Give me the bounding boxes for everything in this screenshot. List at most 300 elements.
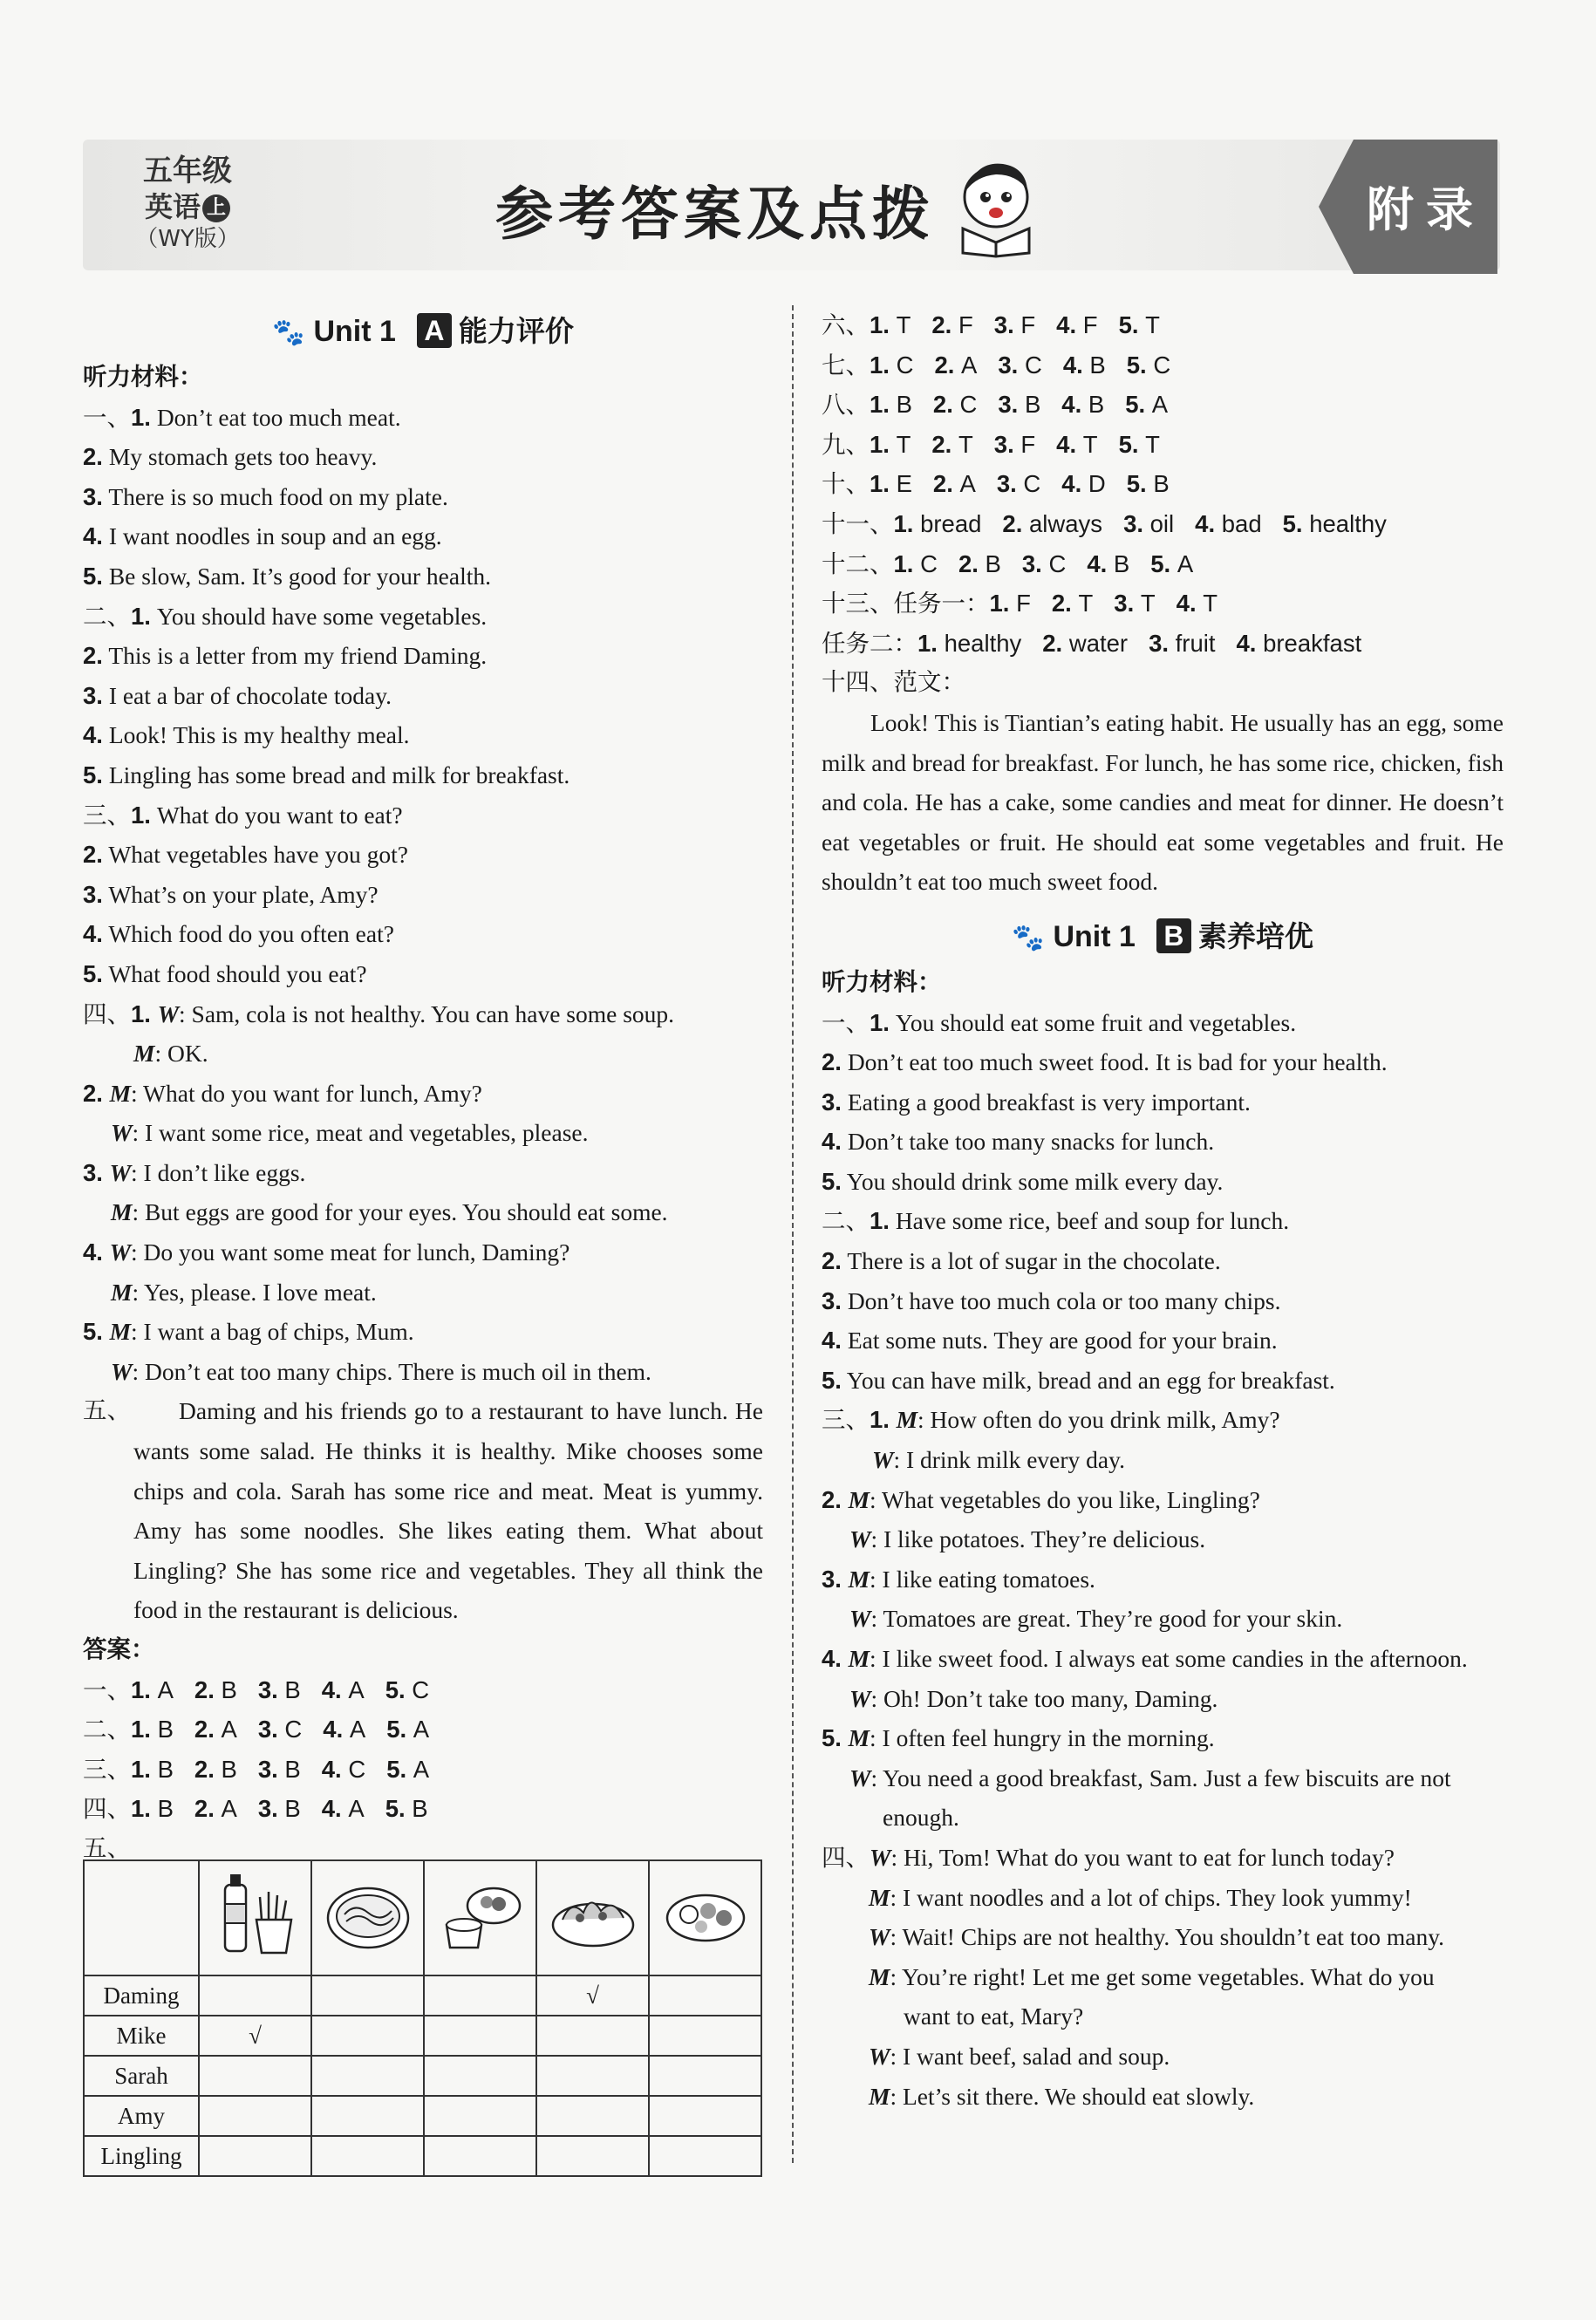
answer-value: C (348, 1755, 366, 1783)
item-number: 5. (1150, 549, 1177, 577)
table-row (84, 2096, 761, 2136)
item-number: 4. (1062, 351, 1090, 379)
answer-item (1042, 630, 1128, 657)
row-name: Sarah (84, 2056, 199, 2096)
answer-item (1114, 590, 1155, 617)
dialogue-line (822, 2077, 1504, 2117)
section-number: 四、 (83, 1000, 131, 1028)
table-cell (536, 2056, 649, 2096)
item-number: 2. (1002, 509, 1029, 537)
listening-line (83, 636, 763, 676)
answer-value: B (157, 1716, 174, 1743)
line-text: : I like eating tomatoes. (870, 1565, 1095, 1593)
table-corner (84, 1860, 199, 1975)
answer-value: C (920, 549, 938, 577)
item-number: 1. (893, 549, 921, 577)
answer-item (994, 431, 1035, 458)
unit-badge: A (417, 313, 452, 348)
item-number: 4. (321, 1795, 349, 1823)
unit-1b-heading (822, 911, 1504, 963)
answer-item (990, 590, 1031, 617)
answer-value: bad (1221, 509, 1262, 537)
answer-value: A (221, 1716, 237, 1743)
rice-meat-icon (424, 1860, 536, 1975)
answer-value: C (284, 1716, 303, 1743)
item-number: 3. (996, 470, 1024, 498)
dialogue-line (822, 1917, 1504, 1957)
table-cell (311, 2056, 424, 2096)
dialogue-line (83, 1352, 763, 1392)
item-number: 1. (131, 1795, 158, 1823)
answer-value: B (221, 1755, 237, 1783)
table-cell (311, 2096, 424, 2136)
listening-line (822, 1122, 1504, 1162)
answer-line (83, 1789, 763, 1829)
item-number: 5. (1125, 391, 1152, 419)
line-text: : I want a bag of chips, Mum. (131, 1318, 414, 1346)
answer-value: A (959, 470, 976, 498)
item-number: 2. (194, 1675, 222, 1703)
answer-value: A (349, 1716, 366, 1743)
table-row (84, 1975, 761, 2016)
answer-item (1063, 351, 1106, 379)
listening-line (822, 1003, 1504, 1043)
speaker: W (872, 1446, 894, 1474)
item-number: 2. (931, 311, 958, 338)
line-text: : Sam, cola is not healthy. You can have some soup. (179, 1000, 675, 1027)
section-number: 二、 (83, 602, 131, 631)
column-divider (792, 305, 794, 2163)
line-text: Which food do you often eat? (102, 920, 394, 948)
speaker: M (111, 1278, 133, 1306)
item-number: 1. (870, 391, 897, 419)
dialogue-lines (822, 1400, 1504, 1838)
item-number: 2. (83, 642, 103, 670)
item-number: 3. (822, 1286, 842, 1314)
section-number: 三、 (822, 1406, 870, 1435)
answer-item (1125, 391, 1168, 418)
item-number: 2. (822, 1485, 849, 1513)
cola-chips-icon (199, 1860, 311, 1975)
answer-line (822, 345, 1504, 386)
item-number: 3. (83, 880, 103, 908)
dialogue-line (822, 1639, 1504, 1679)
item-number: 1. (870, 430, 897, 458)
item-number: 5. (83, 562, 103, 590)
answer-value: F (1016, 590, 1031, 618)
item-number: 3. (822, 1565, 849, 1593)
item-number: 5. (1126, 351, 1154, 379)
essay-label: 十四、范文： (822, 668, 965, 697)
speaker: M (848, 1485, 870, 1513)
answer-value: B (1088, 391, 1105, 419)
line-text: My stomach gets too heavy. (102, 443, 378, 471)
right-column (822, 305, 1504, 2116)
answer-value: T (896, 430, 911, 458)
dialogue-line (822, 1599, 1504, 1639)
item-number: 1. (917, 629, 945, 657)
answer-value: C (1023, 470, 1041, 498)
section-number: 三、 (83, 1755, 131, 1784)
answer-item (998, 391, 1040, 418)
table-cell (649, 2136, 761, 2176)
listening-line (83, 556, 763, 597)
answer-value: breakfast (1263, 629, 1362, 657)
answer-value: D (1088, 470, 1106, 498)
item-number: 4. (321, 1755, 349, 1783)
listening-line (83, 755, 763, 795)
listening-line (822, 1162, 1504, 1202)
item-number: 2. (83, 443, 103, 471)
item-number: 3. (257, 1755, 285, 1783)
paw-icon: 🐾 (1012, 923, 1045, 952)
listening-line (822, 1281, 1504, 1321)
answer-item (1052, 590, 1093, 617)
answer-value: E (896, 470, 912, 498)
speaker: W (870, 1843, 891, 1871)
dialogue-line (822, 1718, 1504, 1758)
answer-item (1061, 470, 1105, 497)
line-text: Eat some nuts. They are good for your brain. (841, 1327, 1278, 1354)
line-text: want to eat, Mary? (904, 2003, 1084, 2030)
section-number: 十二、 (822, 549, 894, 578)
speaker: W (111, 1357, 133, 1385)
answer-value: A (157, 1675, 174, 1703)
item-number: 4. (83, 1238, 110, 1266)
line-text: What’s on your plate, Amy? (102, 880, 379, 908)
listening-line (83, 715, 763, 755)
answer-value: B (284, 1795, 301, 1823)
answer-item (385, 1676, 429, 1703)
line-text: I eat a bar of chocolate today. (102, 681, 392, 709)
line-text: : Oh! Don’t take too many, Daming. (870, 1684, 1218, 1712)
speaker: W (109, 1238, 132, 1266)
item-number: 4. (1087, 549, 1114, 577)
item-number: 3. (998, 391, 1025, 419)
answer-line (822, 583, 1504, 624)
answer-value: B (1113, 549, 1130, 577)
speaker: M (133, 1040, 155, 1068)
item-number: 5. (1118, 430, 1146, 458)
answer-line (83, 1709, 763, 1750)
answer-line (822, 464, 1504, 504)
dialogue-line (83, 1153, 763, 1193)
item-number: 1. (870, 1406, 897, 1434)
listening-label: 听力材料： (83, 363, 203, 391)
answer-item (1002, 510, 1102, 537)
speaker: W (869, 2042, 890, 2070)
speaker: M (869, 1962, 890, 1990)
line-text: There is a lot of sugar in the chocolate. (841, 1247, 1221, 1275)
answer-value: F (1020, 311, 1036, 338)
dialogue-line (83, 1113, 763, 1153)
answer-item (1056, 311, 1097, 338)
item-number: 4. (83, 721, 103, 749)
line-text: : OK. (154, 1040, 208, 1068)
item-number: 4. (1056, 430, 1083, 458)
line-text: : Hi, Tom! What do you want to eat for lunch today? (890, 1843, 1395, 1871)
answer-item (1127, 351, 1170, 379)
item-number: 5. (822, 1167, 842, 1195)
item-number: 3. (1114, 590, 1141, 618)
answer-lines-right (822, 305, 1504, 663)
table-cell (311, 2136, 424, 2176)
section-number: 四、 (822, 1843, 870, 1872)
edition: （WY版） (135, 226, 240, 252)
answer-value: F (1082, 311, 1098, 338)
answer-value: B (412, 1795, 428, 1823)
item-number: 4. (1061, 391, 1088, 419)
line-text: You should have some vegetables. (150, 602, 488, 630)
line-text: : I want beef, salad and soup. (890, 2042, 1170, 2070)
answer-item (870, 470, 912, 497)
answer-item (258, 1716, 302, 1743)
item-number: 4. (1056, 311, 1083, 338)
answer-item (258, 1795, 301, 1822)
answer-item (1119, 431, 1160, 458)
item-number: 3. (1021, 549, 1049, 577)
answer-line (822, 624, 1504, 664)
answer-item (258, 1676, 301, 1703)
listening-line (822, 1082, 1504, 1122)
line-text: : Do you want some meat for lunch, Daming? (131, 1238, 570, 1266)
answer-item (131, 1756, 174, 1783)
answer-value: B (896, 391, 912, 419)
line-text: : You need a good breakfast, Sam. Just a few biscuits are not (870, 1764, 1451, 1791)
dialogue-line: enough. (883, 1804, 959, 1832)
dialogue-line (822, 1480, 1504, 1520)
listening-line (83, 516, 763, 556)
item-number: 1. (131, 403, 151, 431)
food-choice-table (83, 1859, 762, 2177)
line-text: : How often do you drink milk, Amy? (917, 1406, 1280, 1434)
section-number: 三、 (83, 801, 131, 829)
line-text: Don’t eat too much meat. (150, 403, 401, 431)
answer-item (194, 1756, 237, 1783)
speaker: W (157, 1000, 180, 1027)
answers-label: 答案： (83, 1635, 155, 1663)
table-cell (199, 2096, 311, 2136)
item-number: 2. (822, 1048, 842, 1076)
speaker: M (869, 1883, 890, 1911)
table-header-row (84, 1860, 761, 1975)
listening-line (83, 914, 763, 954)
answer-item (386, 1756, 429, 1783)
item-number: 5. (822, 1724, 849, 1752)
item-number: 4. (1176, 590, 1204, 618)
speaker: M (869, 2082, 890, 2110)
answer-value: C (1024, 351, 1042, 379)
section-number: 任务二： (822, 629, 917, 658)
line-text: : I want some rice, meat and vegetables, please. (132, 1119, 589, 1147)
line-text: : I don’t like eggs. (131, 1158, 306, 1186)
row-name: Daming (84, 1975, 199, 2016)
table-cell (536, 2016, 649, 2056)
item-number: 3. (83, 1158, 110, 1186)
answer-value: A (413, 1716, 430, 1743)
answer-value: water (1068, 629, 1129, 657)
answer-item (194, 1716, 237, 1743)
section-number: 一、 (822, 1008, 870, 1037)
answer-value: A (348, 1795, 365, 1823)
answer-value: oil (1149, 509, 1175, 537)
table-cell (649, 2016, 761, 2056)
line-text: What food should you eat? (102, 959, 367, 987)
dialogue-line (83, 1074, 763, 1114)
item-number: 1. (893, 509, 921, 537)
item-number: 2. (194, 1755, 222, 1783)
table-row (84, 2016, 761, 2056)
answer-line (83, 1750, 763, 1790)
line-text: Don’t take too many snacks for lunch. (841, 1128, 1215, 1156)
item-number: 5. (1282, 509, 1310, 537)
item-number: 2. (931, 430, 958, 458)
line-text: You should drink some milk every day. (841, 1167, 1224, 1195)
speaker: W (849, 1684, 871, 1712)
item-number: 3. (257, 1795, 285, 1823)
item-number: 4. (321, 1675, 349, 1703)
line-text: : What do you want for lunch, Amy? (131, 1079, 482, 1107)
line-text: This is a letter from my friend Daming. (102, 642, 488, 670)
section4-dialogue (822, 1838, 1504, 2116)
item-number: 5. (83, 959, 103, 987)
line-text: Have some rice, beef and soup for lunch. (889, 1207, 1290, 1235)
unit-badge: B (1156, 918, 1191, 953)
listening-line (822, 1201, 1504, 1241)
line-text: : I want noodles and a lot of chips. They look yummy! (890, 1883, 1412, 1911)
speaker: W (849, 1605, 871, 1633)
mascot-reading-icon (942, 155, 1055, 258)
listening-label: 听力材料： (822, 967, 942, 996)
listening-line (83, 398, 763, 438)
line-text: What vegetables have you got? (102, 841, 408, 869)
answer-item (997, 470, 1040, 497)
table-cell (199, 1975, 311, 2016)
table-cell (649, 1975, 761, 2016)
answer-item (870, 351, 913, 379)
answer-item (385, 1795, 428, 1822)
answer-item (958, 550, 1001, 577)
answer-item (1237, 630, 1362, 657)
listening-line (83, 835, 763, 875)
item-number: 3. (993, 430, 1021, 458)
item-number: 1. (870, 311, 897, 338)
line-text: : Let’s sit there. We should eat slowly. (890, 2082, 1255, 2110)
line-text: : Wait! Chips are not healthy. You shouldn’t eat too many. (890, 1923, 1445, 1951)
listening-line (83, 477, 763, 517)
dialogue-line (822, 2037, 1504, 2077)
table-cell (311, 2016, 424, 2056)
dialogue-lines (83, 994, 763, 1392)
item-number: 3. (993, 311, 1021, 338)
section-number: 六、 (822, 311, 870, 339)
item-number: 3. (257, 1675, 285, 1703)
line-text: : What vegetables do you like, Lingling? (870, 1485, 1260, 1513)
item-number: 3. (822, 1088, 842, 1116)
answer-line (822, 504, 1504, 544)
row-name: Amy (84, 2096, 199, 2136)
listening-line (83, 597, 763, 637)
item-number: 3. (1149, 629, 1176, 657)
listening-line (83, 676, 763, 716)
table-cell (311, 1975, 424, 2016)
dialogue-line (83, 994, 763, 1034)
answer-value: B (1024, 391, 1041, 419)
item-number: 4. (83, 522, 103, 550)
answer-line (822, 544, 1504, 584)
item-number: 3. (1123, 509, 1150, 537)
speaker: W (109, 1158, 132, 1186)
answer-item (934, 351, 977, 379)
unit-title: Unit 1 (313, 315, 396, 348)
dialogue-line (822, 1400, 1504, 1440)
answer-item (994, 311, 1035, 338)
dialogue-line (822, 1758, 1504, 1798)
item-number: 4. (1195, 509, 1222, 537)
answer-item (1283, 510, 1387, 537)
unit-1a-heading (83, 305, 763, 358)
section5 (83, 1391, 763, 1630)
answer-value: A (1177, 549, 1194, 577)
line-text: Be slow, Sam. It’s good for your health. (102, 562, 491, 590)
speaker: M (109, 1318, 132, 1346)
answer-line (83, 1670, 763, 1710)
item-number: 2. (958, 549, 986, 577)
item-number: 1. (131, 1755, 158, 1783)
dialogue-line (822, 1878, 1504, 1918)
answer-value: B (157, 1755, 174, 1783)
answer-item (870, 431, 911, 458)
answer-item (1127, 470, 1170, 497)
dialogue-line (83, 1312, 763, 1352)
item-number: 1. (870, 470, 897, 498)
row-name: Mike (84, 2016, 199, 2056)
answer-value: healthy (1309, 509, 1387, 537)
essay-text: Look! This is Tiantian’s eating habit. He usually has an egg, some milk and bread for breakfast. For lunch, he has some rice, chicken, fish and cola. He has a cake, some candies and meat for dinner. He doesn’t eat vegetables or fruit. He should eat some vegetables and fruit. He shouldn’t eat too much sweet food. (822, 708, 1504, 896)
table-cell (649, 2096, 761, 2136)
item-number: 1. (131, 1675, 158, 1703)
dialogue-line (83, 1192, 763, 1232)
row-name: Lingling (84, 2136, 199, 2176)
item-number: 3. (83, 482, 103, 510)
answer-value: B (284, 1755, 301, 1783)
line-text: : Don’t eat too many chips. There is much oil in them. (132, 1357, 651, 1385)
item-number: 2. (194, 1716, 222, 1743)
table-cell: √ (199, 2016, 311, 2056)
answer-item (1119, 311, 1160, 338)
item-number: 1. (870, 1207, 890, 1235)
item-number: 1. (131, 1000, 158, 1027)
answer-line (822, 305, 1504, 345)
speaker: W (111, 1119, 133, 1147)
answer-item (931, 431, 972, 458)
line-text: : I drink milk every day. (893, 1446, 1125, 1474)
answer-value: T (958, 430, 973, 458)
section-number: 二、 (83, 1716, 131, 1744)
item-number: 2. (932, 470, 960, 498)
listening-line (83, 875, 763, 915)
table-row (84, 2136, 761, 2176)
answer-item (933, 391, 977, 418)
table-cell: √ (536, 1975, 649, 2016)
speaker: W (869, 1923, 890, 1951)
answer-value: A (221, 1795, 237, 1823)
item-number: 1. (131, 1716, 158, 1743)
item-number: 4. (83, 920, 103, 948)
noodles-icon (311, 1860, 424, 1975)
answer-item (894, 550, 938, 577)
answer-item (1149, 630, 1215, 657)
